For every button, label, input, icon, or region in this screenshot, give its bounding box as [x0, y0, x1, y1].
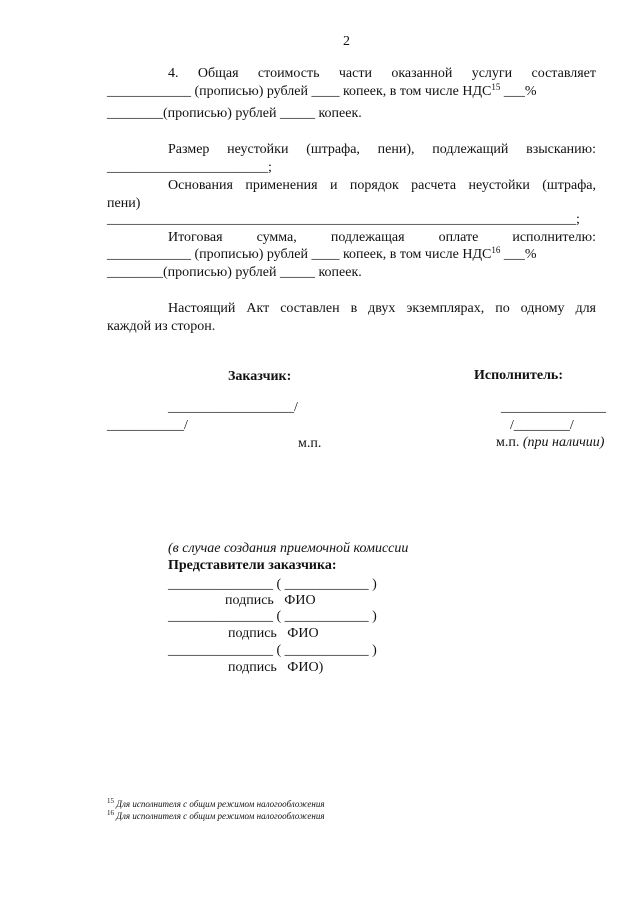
footnote-16-number: 16	[107, 809, 114, 817]
total-line-3: ________(прописью) рублей _____ копеек.	[107, 265, 362, 280]
commission-intro: (в случае создания приемочной комиссии	[168, 541, 409, 556]
penalty-line-2: _______________________;	[107, 160, 272, 175]
representative-line-3: _______________ ( ____________ )	[168, 643, 377, 658]
representative-line-1: _______________ ( ____________ )	[168, 577, 377, 592]
footnote-16-text: Для исполнителя с общим режимом налогообложения	[116, 811, 325, 821]
penalty-basis-line-1: Основания применения и порядок расчета неустойки (штрафа,	[168, 178, 596, 193]
total-line-1: Итоговая сумма, подлежащая оплате исполнителю:	[168, 230, 596, 245]
footnote-15	[107, 799, 325, 810]
page-number: 2	[343, 34, 350, 49]
customer-signature-line: __________________/	[168, 400, 298, 415]
contractor-stamp-label	[496, 435, 604, 451]
footnote-ref-15: 15	[491, 82, 501, 92]
representative-line-2: _______________ ( ____________ )	[168, 609, 377, 624]
customer-name-line: ___________/	[107, 418, 188, 433]
cost-vat-percent: ___%	[500, 84, 537, 99]
contractor-stamp-prefix: м.п.	[496, 435, 523, 450]
representative-caption-2: подпись ФИО	[228, 626, 319, 641]
contractor-name-line: /________/	[510, 418, 574, 433]
cost-line-3: ________(прописью) рублей _____ копеек.	[107, 106, 362, 121]
total-vat-percent: ___%	[500, 247, 537, 262]
total-line-2	[107, 247, 537, 263]
penalty-basis-line-3: ___________________________________________________________________;	[107, 212, 580, 227]
representative-caption-3: подпись ФИО)	[228, 660, 324, 675]
customer-stamp-label: м.п.	[298, 436, 322, 451]
cost-line-2	[107, 84, 537, 100]
representative-caption-1: подпись ФИО	[225, 593, 316, 608]
act-note-line-1: Настоящий Акт составлен в двух экземплярах, по одному для	[168, 301, 596, 316]
footnote-16	[107, 811, 325, 822]
total-line-2-text: ____________ (прописью) рублей ____ копеек, в том числе НДС	[107, 247, 492, 262]
cost-line-1: 4. Общая стоимость части оказанной услуги составляет	[168, 66, 596, 81]
penalty-line-1: Размер неустойки (штрафа, пени), подлежащий взысканию:	[168, 142, 596, 157]
act-note-line-2: каждой из сторон.	[107, 319, 216, 334]
commission-heading: Представители заказчика:	[168, 558, 337, 573]
footnote-ref-16: 16	[491, 245, 501, 255]
customer-heading: Заказчик:	[228, 369, 292, 384]
contractor-heading: Исполнитель:	[474, 368, 563, 383]
footnote-15-text: Для исполнителя с общим режимом налогообложения	[116, 799, 325, 809]
contractor-stamp-note: (при наличии)	[522, 435, 605, 450]
contractor-signature-line: _______________	[501, 400, 606, 415]
penalty-basis-line-2: пени)	[107, 196, 141, 211]
footnote-15-number: 15	[107, 797, 114, 805]
cost-line-2-text: ____________ (прописью) рублей ____ копеек, в том числе НДС	[107, 84, 492, 99]
